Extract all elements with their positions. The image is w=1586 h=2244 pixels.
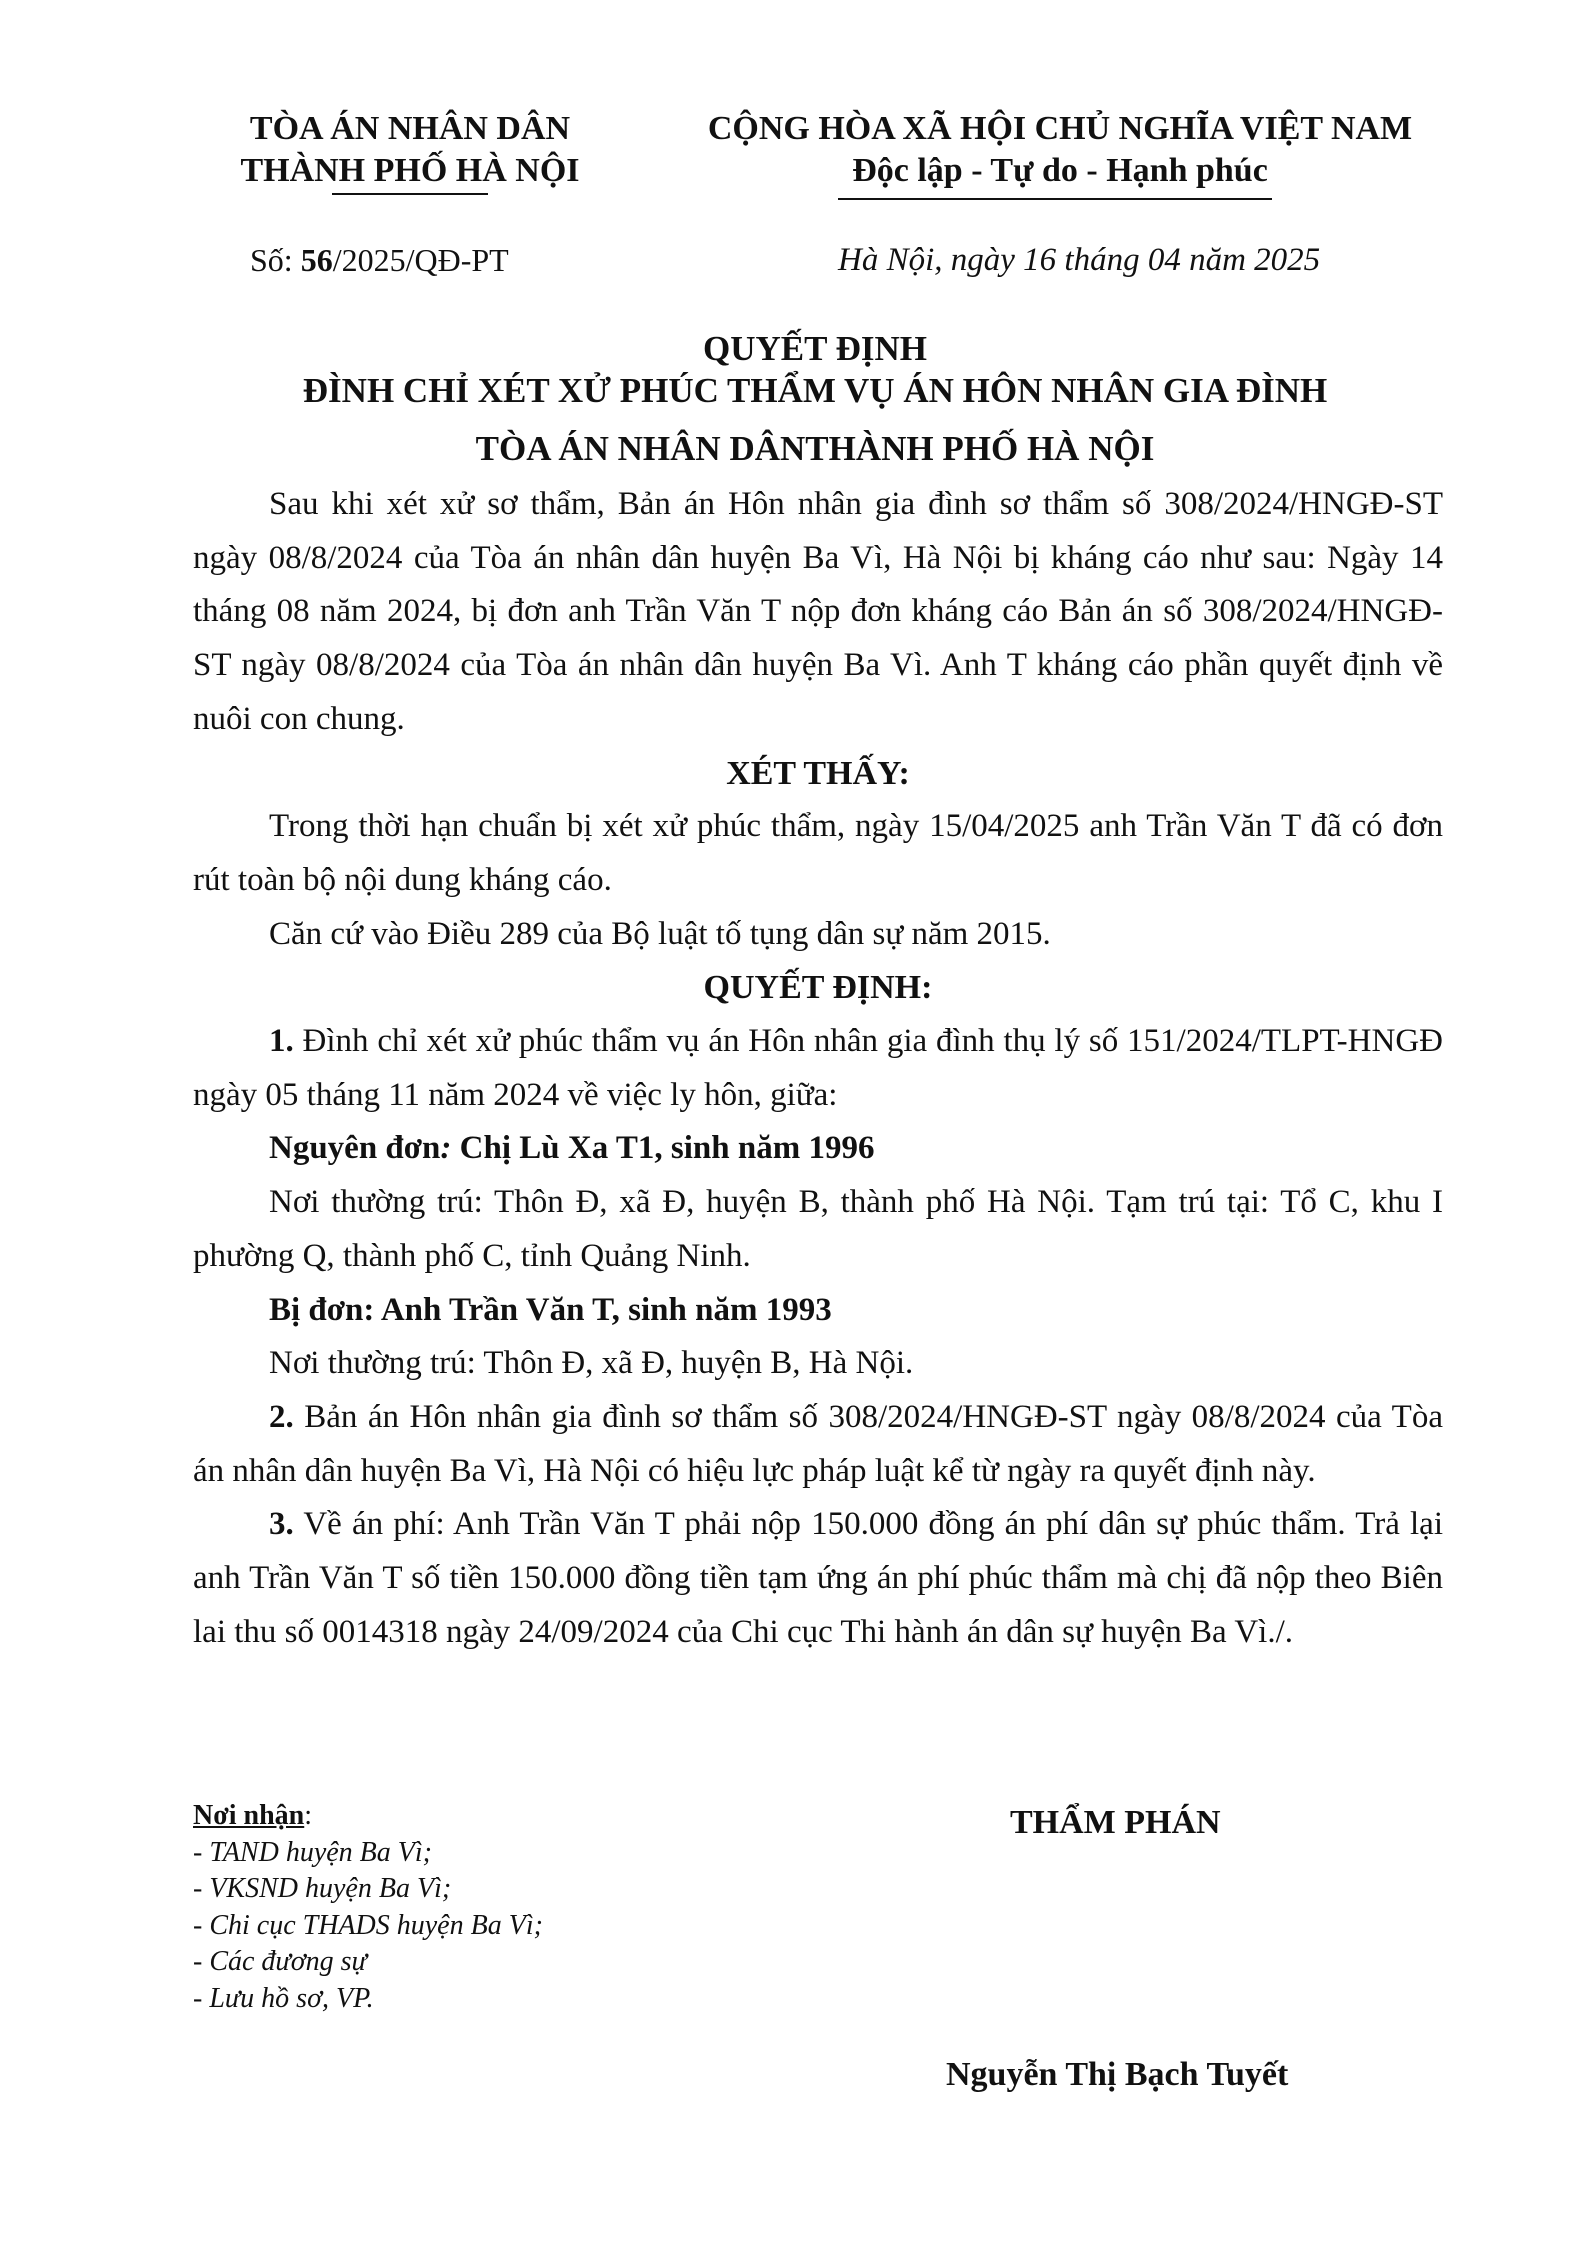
- decision-item-3: 3. Về án phí: Anh Trần Văn T phải nộp 150.000 đồng án phí dân sự phúc thẩm. Trả lại anh Trần Văn T số tiền 150.000 đồng tiền tạm ứng án phí phúc thẩm mà chị đã nộp theo Biên lai thu số 0014318 ngày 24/09/2024 của Chi cục Thi hành án dân sự huyện Ba Vì./.: [193, 1506, 1443, 1650]
- legal-basis-paragraph: Căn cứ vào Điều 289 của Bộ luật tố tụng dân sự năm 2015.: [269, 915, 1051, 952]
- recipients-block: [193, 1798, 543, 2017]
- decision-item-1: 1. Đình chỉ xét xử phúc thẩm vụ án Hôn nhân gia đình thụ lý số 151/2024/TLPT-HNGĐ ngày 05 tháng 11 năm 2024 về việc ly hôn, giữa:: [193, 1023, 1443, 1113]
- xet-thay-heading: XÉT THẤY:: [726, 754, 910, 792]
- recipient-item: - Các đương sự: [193, 1946, 367, 1977]
- motto-underline: [838, 198, 1272, 200]
- xet-thay-paragraph: Trong thời hạn chuẩn bị xét xử phúc thẩm, ngày 15/04/2025 anh Trần Văn T đã có đơn rút toàn bộ nội dung kháng cáo.: [193, 808, 1443, 898]
- recipients-heading: Nơi nhận:: [193, 1800, 313, 1831]
- plaintiff-address: Nơi thường trú: Thôn Đ, xã Đ, huyện B, thành phố Hà Nội. Tạm trú tại: Tổ C, khu I phường Q, thành phố C, tỉnh Quảng Ninh.: [193, 1184, 1443, 1274]
- national-header: [680, 108, 1440, 192]
- court-name-line1: TÒA ÁN NHÂN DÂN: [249, 110, 571, 147]
- defendant-line: Bị đơn: Anh Trần Văn T, sinh năm 1993: [269, 1291, 832, 1328]
- recipient-item: - TAND huyện Ba Vì;: [193, 1836, 432, 1868]
- intro-paragraph: Sau khi xét xử sơ thẩm, Bản án Hôn nhân gia đình sơ thẩm số 308/2024/HNGĐ-ST ngày 08/8/2024 của Tòa án nhân dân huyện Ba Vì, Hà Nội bị kháng cáo như sau: Ngày 14 tháng 08 năm 2024, bị đơn anh Trần Văn T nộp đơn kháng cáo Bản án số 308/2024/HNGĐ-ST ngày 08/8/2024 của Tòa án nhân dân huyện Ba Vì. Anh T kháng cáo phần quyết định về nuôi con chung.: [193, 486, 1443, 737]
- quyet-dinh-heading: QUYẾT ĐỊNH:: [703, 969, 933, 1007]
- document-subtitle: ĐÌNH CHỈ XÉT XỬ PHÚC THẨM VỤ ÁN HÔN NHÂN GIA ĐÌNH: [302, 371, 1328, 410]
- place-date: Hà Nội, ngày 16 tháng 04 năm 2025: [838, 242, 1321, 278]
- signer-title: THẨM PHÁN: [1010, 1804, 1221, 1841]
- recipient-item: - Lưu hồ sơ, VP.: [193, 1982, 374, 2014]
- decision-item-2: 2. Bản án Hôn nhân gia đình sơ thẩm số 308/2024/HNGĐ-ST ngày 08/8/2024 của Tòa án nhân dân huyện Ba Vì, Hà Nội có hiệu lực pháp luật kể từ ngày ra quyết định này.: [193, 1398, 1443, 1489]
- court-underline: [332, 193, 488, 195]
- defendant-address: Nơi thường trú: Thôn Đ, xã Đ, huyện B, Hà Nội.: [269, 1345, 914, 1382]
- court-header: [190, 108, 630, 192]
- document-title: QUYẾT ĐỊNH: [703, 329, 927, 368]
- document-body: [193, 478, 1443, 1659]
- decision-number: Số: 56/2025/QĐ-PT: [250, 242, 509, 278]
- signer-name: Nguyễn Thị Bạch Tuyết: [946, 2056, 1289, 2093]
- national-name: CỘNG HÒA XÃ HỘI CHỦ NGHĨA VIỆT NAM: [707, 110, 1413, 147]
- recipient-item: - VKSND huyện Ba Vì;: [193, 1873, 452, 1904]
- recipient-item: - Chi cục THADS huyện Ba Vì;: [193, 1909, 543, 1941]
- national-motto: Độc lập - Tự do - Hạnh phúc: [852, 152, 1268, 189]
- issuing-court-title: TÒA ÁN NHÂN DÂNTHÀNH PHỐ HÀ NỘI: [475, 429, 1155, 468]
- plaintiff-line: Nguyên đơn: Chị Lù Xa T1, sinh năm 1996: [269, 1130, 875, 1167]
- court-name-line2: THÀNH PHỐ HÀ NỘI: [240, 152, 580, 189]
